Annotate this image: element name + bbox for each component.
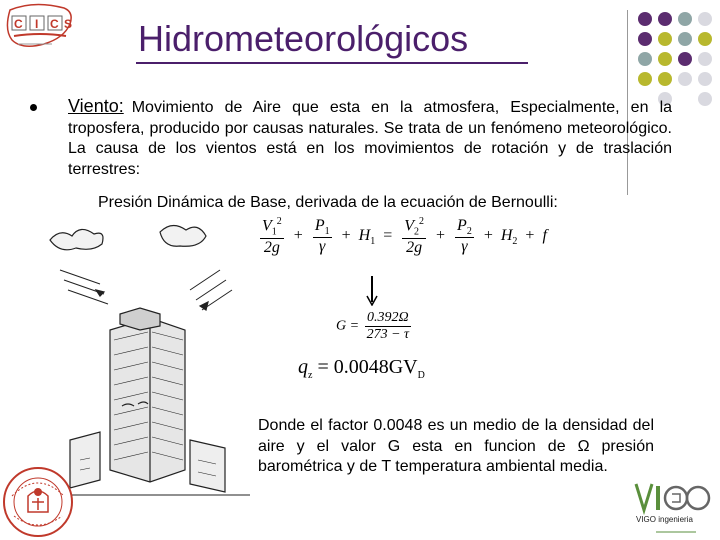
dot	[698, 32, 712, 46]
dot	[658, 12, 672, 26]
g-equation	[336, 310, 413, 343]
svg-text:C: C	[14, 17, 23, 31]
paragraph-first-line: Movimiento de Aire que esta en la atmosfera, Especialmente, en	[131, 99, 649, 116]
cics-logo	[4, 2, 78, 60]
down-arrow-icon	[366, 276, 378, 306]
qz-lhs: q	[298, 356, 308, 378]
svg-text:I: I	[35, 17, 39, 31]
paragraph-body: la troposfera, producido por causas naturales. Se trata de un fenómeno meteorológico. La causa de los vientos está en los movimientos de rotación y de traslación terrestres:	[68, 99, 673, 178]
building-wind-illustration	[40, 210, 250, 505]
frac-v2: $\frac{V_2^2}{2g}$	[404, 216, 424, 256]
dot	[698, 52, 712, 66]
title-underline	[136, 62, 528, 64]
viento-label: Viento:	[68, 96, 124, 116]
bernoulli-subheading: Presión Dinámica de Base, derivada de la ecuación de Bernoulli:	[98, 194, 558, 211]
viento-paragraph	[68, 96, 672, 180]
svg-text:C: C	[50, 17, 59, 31]
bullet-dot	[30, 104, 37, 111]
engineering-seal-logo	[2, 466, 74, 538]
dot	[678, 32, 692, 46]
frac-v1: $\frac{V_1^2}{2g}$	[262, 216, 282, 256]
factor-note: Donde el factor 0.0048 es un medio de la densidad del aire y el valor G esta en funcion de Ω presión barométrica y de T temperatura ambiental media.	[258, 417, 654, 475]
dot	[658, 32, 672, 46]
dot	[698, 72, 712, 86]
g-lhs: G =	[336, 318, 360, 334]
svg-text:S: S	[64, 17, 73, 31]
g-fraction	[365, 310, 411, 343]
dot	[638, 32, 652, 46]
dot	[698, 92, 712, 106]
dot	[638, 12, 652, 26]
qz-sub: z	[308, 370, 313, 381]
qz-rhs: = 0.0048GV	[317, 356, 418, 378]
dot	[678, 72, 692, 86]
bernoulli-equation: $\frac{V_1^2}{2g}$ + $\frac{P_1}{\gamma}$ + $H_1$ = $\frac{V_2^2}{2g}$ + $\frac{P_2}{\gamma}$ + $H_2 + f$	[262, 216, 547, 256]
vigo-logo	[632, 480, 718, 538]
dot	[638, 72, 652, 86]
qz-rhs-sub: D	[417, 370, 425, 381]
dot	[678, 12, 692, 26]
g-denominator: 273 − τ	[366, 327, 410, 342]
dot	[678, 52, 692, 66]
g-numerator: 0.392Ω	[365, 310, 411, 327]
vigo-caption: VIGO ingenieria	[636, 515, 693, 524]
qz-equation	[298, 356, 425, 381]
dot	[658, 52, 672, 66]
frac-p2: $\frac{P_2}{\gamma}$	[457, 216, 472, 255]
frac-p1: $\frac{P_1}{\gamma}$	[314, 216, 330, 255]
page-title: Hidrometeorológicos	[138, 18, 469, 59]
dot	[638, 52, 652, 66]
dot	[658, 72, 672, 86]
dot	[698, 12, 712, 26]
